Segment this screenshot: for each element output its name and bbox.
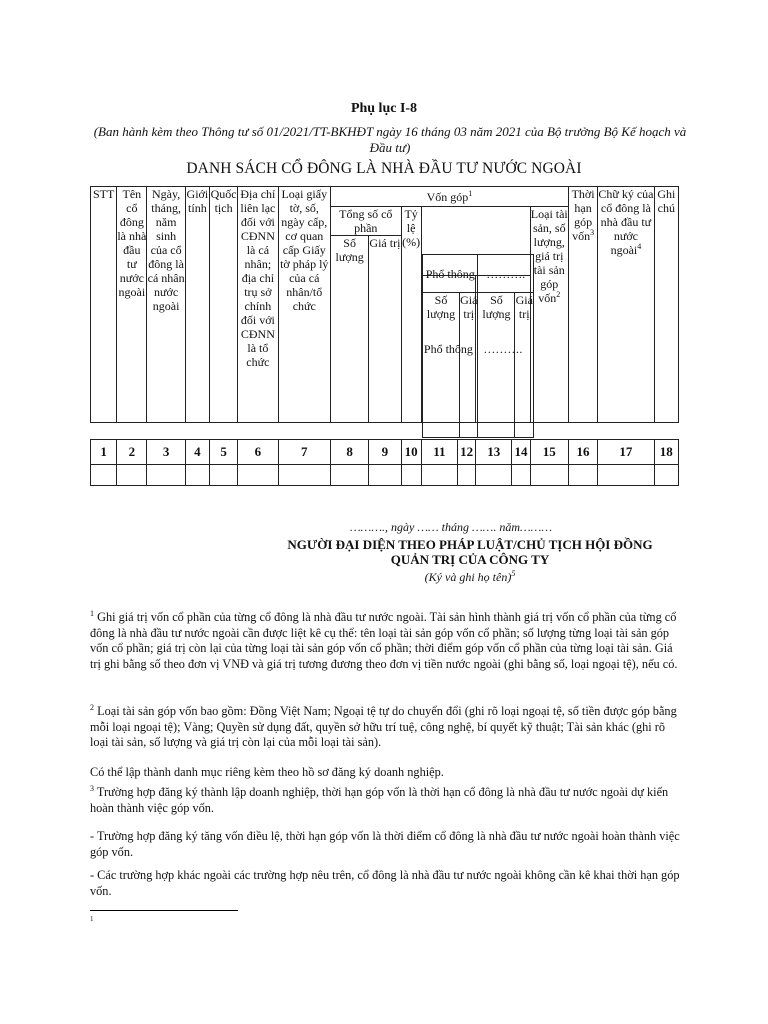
empty-cell (147, 465, 185, 486)
column-number-cell: 4 (185, 440, 209, 465)
header-signature: Chữ ký của cổ đông là nhà đầu tư nước ngoài$^4$ (598, 187, 654, 423)
subheader-common-quantity: Số lượng (423, 293, 460, 438)
header-deadline: Thời hạn góp vốn$^3$ (568, 187, 597, 423)
footnote-1: $^1$ Ghi giá trị vốn cổ phần của từng cổ đông là nhà đầu tư nước ngoài. Tài sản hình thành giá trị vốn cổ phần của từng cổ đông là nhà đầu tư nước ngoài cần được liệt kê cụ thể: tên loại tài sản góp vốn cổ phần; số lượng từng loại tài sản góp vốn cổ phần; giá trị còn lại của từng loại tài sản góp vốn cổ phần; thời điểm góp vốn cổ phần của từng loại tài sản. Giá trị ghi bằng số theo đơn vị VNĐ và giá trị tương đương theo đơn vị tiền nước ngoài (ghi bằng số, loại ngoại tệ), nếu có. (90, 608, 678, 671)
header-total-shares: Tổng số cổ phần (330, 207, 401, 236)
header-dob: Ngày, tháng, năm sinh của cổ đông là cá nhân nước ngoài (147, 187, 185, 423)
shareholder-table-body (90, 439, 679, 486)
column-number-cell: 18 (654, 440, 678, 465)
column-number-cell: 5 (209, 440, 237, 465)
appendix-title: Phụ lục I-8 (350, 101, 418, 116)
column-number-cell: 12 (458, 440, 476, 465)
column-number-cell: 8 (330, 440, 368, 465)
empty-cell (458, 465, 476, 486)
empty-cell (185, 465, 209, 486)
column-number-cell: 6 (238, 440, 278, 465)
empty-cell (654, 465, 678, 486)
signatory-title: NGƯỜI ĐẠI DIỆN THEO PHÁP LUẬT/CHỦ TỊCH HỘI ĐỒNG QUẢN TRỊ CỦA CÔNG TY (287, 537, 653, 567)
footnote-3-capital-increase: - Trường hợp đăng ký tăng vốn điều lệ, thời hạn góp vốn là thời điểm cổ đông là nhà đầu tư nước ngoài hoàn thành việc góp vốn. (90, 829, 680, 859)
header-total-value: Giá trị (369, 236, 401, 423)
column-number-cell: 17 (598, 440, 654, 465)
empty-cell (421, 465, 457, 486)
subheader-common: Phổ thông (423, 255, 478, 293)
empty-cell (330, 465, 368, 486)
signature-dateline: ………., ngày …… tháng ……. năm……… (350, 520, 553, 534)
header-common: Phổ thông (421, 276, 475, 423)
column-number-cell: 3 (147, 440, 185, 465)
empty-cell (369, 465, 401, 486)
empty-cell (117, 465, 147, 486)
column-number-cell: 16 (568, 440, 597, 465)
empty-cell (209, 465, 237, 486)
subheader-other-quantity: Số lượng (478, 293, 515, 438)
header-ratio: Tỷ lệ (%) (401, 207, 421, 423)
column-number-cell: 7 (278, 440, 330, 465)
column-number-cell: 2 (117, 440, 147, 465)
subheader-other: ………. (478, 255, 534, 293)
column-number-cell: 10 (401, 440, 421, 465)
column-number-cell: 14 (512, 440, 530, 465)
empty-cell (568, 465, 597, 486)
shareholder-table (90, 186, 679, 424)
footnote-page-mark: 1 (90, 915, 94, 923)
empty-cell (91, 465, 117, 486)
empty-cell (401, 465, 421, 486)
column-number-row (91, 440, 679, 465)
header-stt: STT (91, 187, 117, 423)
signature-instruction: (Ký và ghi họ tên)$^5$ (424, 569, 516, 584)
empty-cell (598, 465, 654, 486)
column-number-cell: 15 (530, 440, 568, 465)
list-title: DANH SÁCH CỔ ĐÔNG LÀ NHÀ ĐẦU TƯ NƯỚC NGOÀI (186, 160, 582, 177)
share-class-subtable (422, 254, 534, 438)
header-total-quantity: Số lượng (330, 236, 368, 423)
column-number-cell: 9 (369, 440, 401, 465)
header-gender: Giới tính (185, 187, 209, 423)
subheader-common-value: Giá trị (459, 293, 478, 438)
subheader-other-value: Giá trị (515, 293, 534, 438)
empty-cell (512, 465, 530, 486)
header-name: Tên cổ đông là nhà đầu tư nước ngoài (117, 187, 147, 423)
footnote-2-extra: Có thể lập thành danh mục riêng kèm theo hồ sơ đăng ký doanh nghiệp. (90, 765, 444, 779)
empty-data-row (91, 465, 679, 486)
column-number-cell: 11 (421, 440, 457, 465)
header-nationality: Quốc tịch (209, 187, 237, 423)
column-number-cell: 1 (91, 440, 117, 465)
issuance-note: (Ban hành kèm theo Thông tư số 01/2021/TT-BKHĐT ngày 16 tháng 03 năm 2021 của Bộ trưởng Bộ Kế hoạch và Đầu tư) (93, 124, 687, 155)
header-capital: Vốn góp$^1$ (330, 187, 568, 207)
column-number-cell: 13 (476, 440, 512, 465)
footnote-3: $^3$ Trường hợp đăng ký thành lập doanh nghiệp, thời hạn góp vốn là thời hạn cổ đông là nhà đầu tư nước ngoài dự kiến hoàn thành việc góp vốn. (90, 783, 669, 815)
header-address: Địa chỉ liên lạc đối với CĐNN là cá nhân; địa chỉ trụ sở chính đối với CĐNN là tổ chức (238, 187, 278, 423)
empty-cell (238, 465, 278, 486)
empty-cell (530, 465, 568, 486)
header-asset-type: Loại tài sản, số lượng, giá trị tài sản góp vốn$^2$ (530, 207, 568, 423)
footnote-3-other-cases: - Các trường hợp khác ngoài các trường hợp nêu trên, cổ đông là nhà đầu tư nước ngoài không cần kê khai thời hạn góp vốn. (90, 868, 680, 898)
empty-cell (278, 465, 330, 486)
header-legal-doc: Loại giấy tờ, số, ngày cấp, cơ quan cấp Giấy tờ pháp lý của cá nhân/tổ chức (278, 187, 330, 423)
footnote-2: $^2$ Loại tài sản góp vốn bao gồm: Đồng Việt Nam; Ngoại tệ tự do chuyển đổi (ghi rõ loại ngoại tệ, số tiền được góp bằng mỗi loại ngoại tệ); Vàng; Quyền sử dụng đất, quyền sở hữu trí tuệ, công nghệ, bí quyết kỹ thuật; Tài sản khác (ghi rõ loại tài sản, số lượng và giá trị còn lại của mỗi loại tài sản). (90, 702, 677, 749)
header-other-class: ………. (476, 276, 530, 423)
footnote-divider (90, 910, 238, 911)
empty-cell (476, 465, 512, 486)
header-note: Ghi chú (654, 187, 678, 423)
